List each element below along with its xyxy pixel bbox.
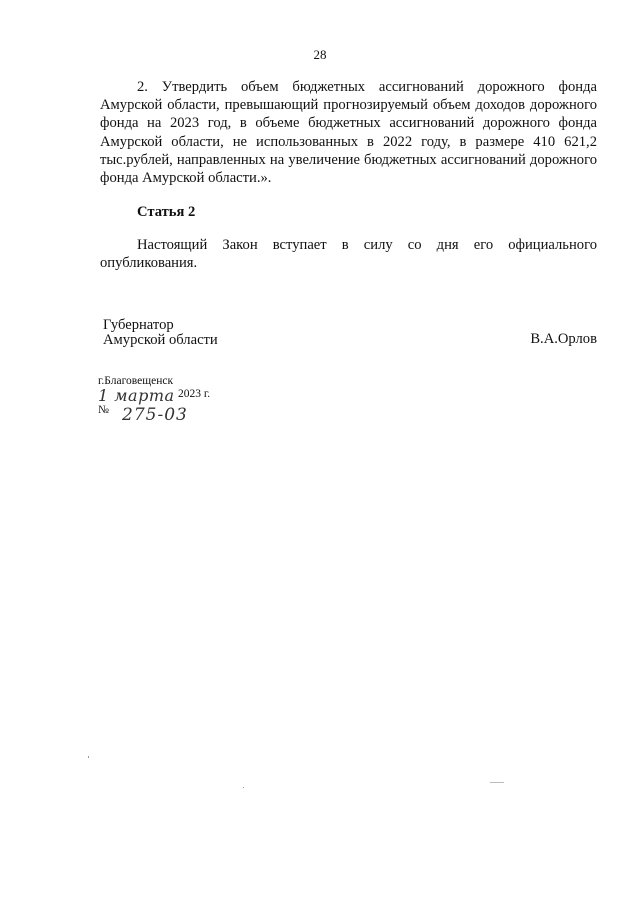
page-number: 28 [313,47,327,62]
signing-year: 2023 г. [178,388,211,400]
place-of-signing: г.Благовещенск [98,375,174,387]
law-number [98,404,258,426]
handwritten-date: 1 марта [98,386,175,405]
scan-speck [88,756,89,758]
scan-speck [243,787,244,788]
paragraph-article-1-item-2: 2. Утвердить объем бюджетных ассигнований дорожного фонда Амурской области, превышающий прогнозируемый объем доходов дорожного фонда на 2023 год, в объеме бюджетных ассигнований дорожного фонда Амурской области, не использованных в 2022 году, в размере 410 621,2 тыс.рублей, направленных на увеличение бюджетных ассигнований дорожного фонда Амурской области.». [100,79,597,187]
signatory-title-line-1: Губернатор [103,317,174,333]
signatory-title [103,318,218,348]
signatory-name: В.А.Орлов [530,331,597,347]
paragraph-article-2: Настоящий Закон вступает в силу со дня его официального опубликования. [100,237,597,272]
number-sign: № [98,404,109,416]
scan-speck [490,782,504,783]
signatory-title-line-2: Амурской области [103,332,218,348]
article-heading: Статья 2 [137,204,196,220]
handwritten-law-number: 275-03 [122,405,188,425]
